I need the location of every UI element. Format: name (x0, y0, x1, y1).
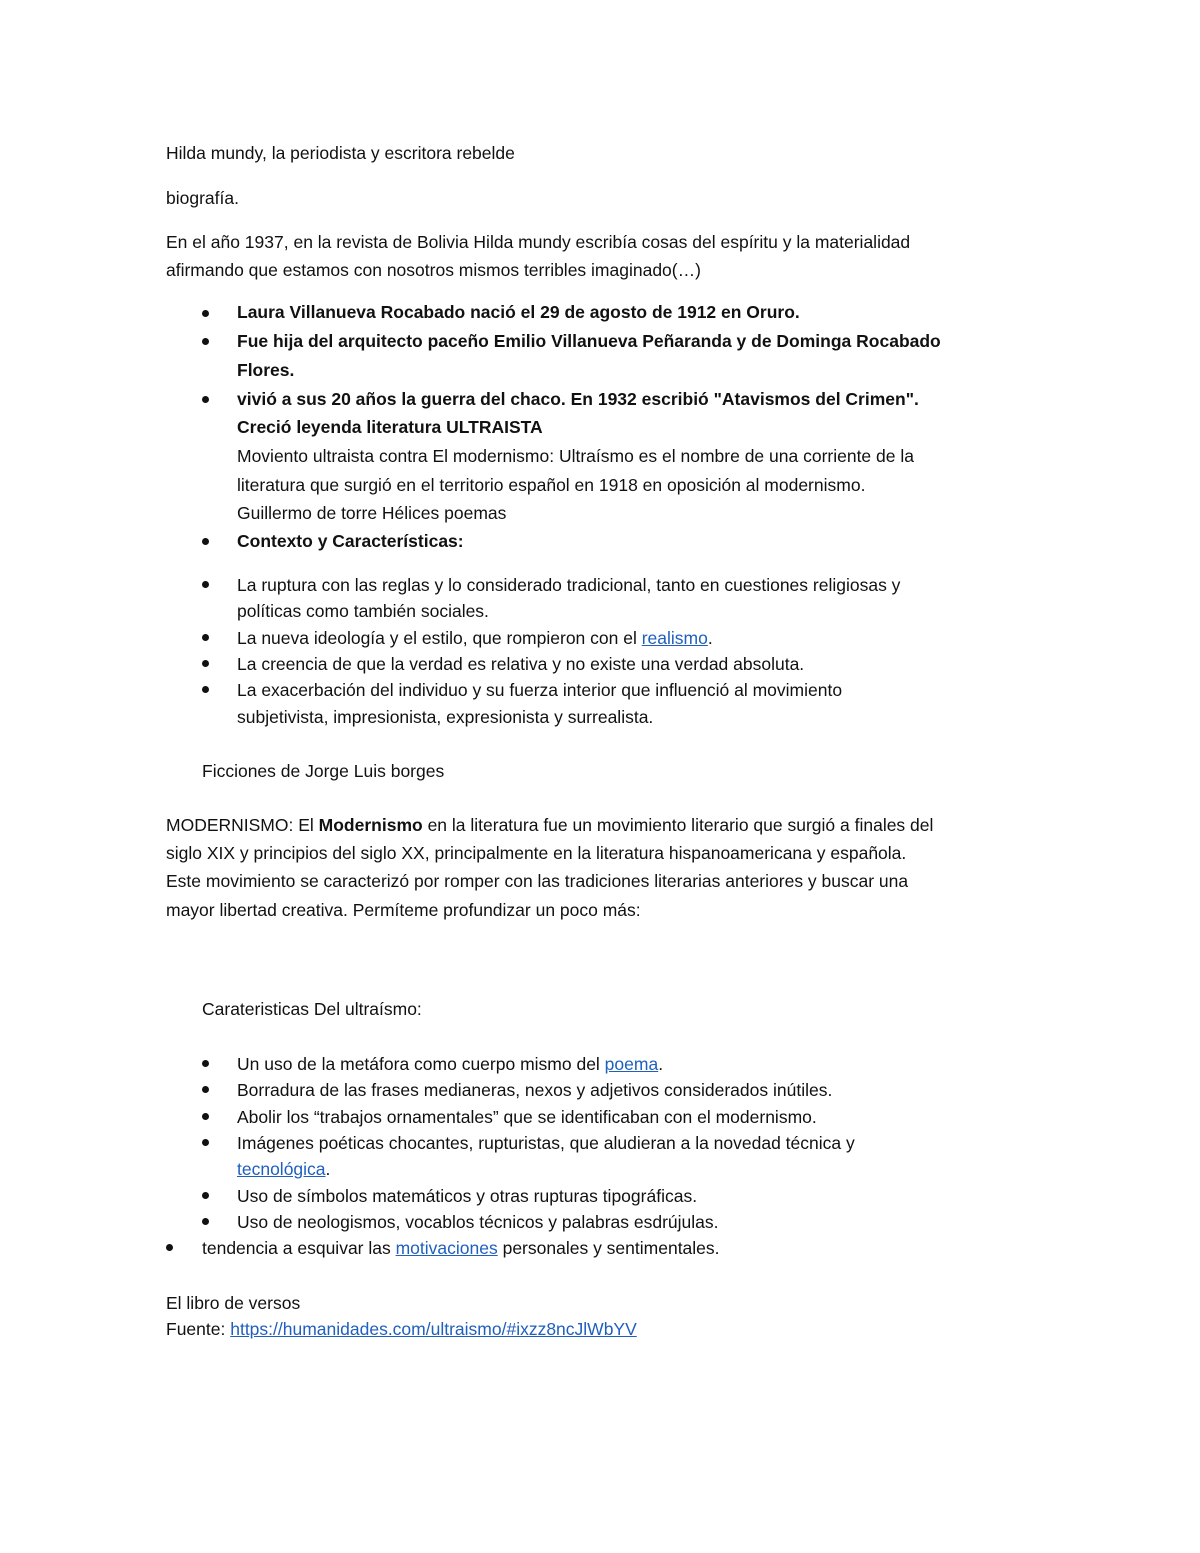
tecnologica-link[interactable]: tecnológica (237, 1159, 326, 1179)
ultraismo-item-7-end: personales y sentimentales. (497, 1238, 720, 1258)
ultraismo-item-4-end: . (325, 1159, 331, 1179)
fact-note-line-1: Moviento ultraista contra El modernismo: Ultraísmo es el nombre de una corriente de la (237, 446, 914, 466)
fact-note-line-2: literatura que surgió en el territorio español en 1918 en oposición al modernismo. (237, 475, 866, 495)
ultraismo-item-1-end: . (658, 1054, 664, 1074)
bullet-icon (202, 396, 209, 403)
bullet-icon (202, 1218, 209, 1225)
context-item-2-end: . (707, 628, 713, 648)
ficciones-line: Ficciones de Jorge Luis borges (202, 761, 445, 781)
bullet-icon (202, 660, 209, 667)
libro-line: El libro de versos (166, 1293, 301, 1313)
ultraismo-item-4-line-1: Imágenes poéticas chocantes, rupturistas, que aludieran a la novedad técnica y (237, 1133, 855, 1153)
ultraismo-item-2: Borradura de las frases medianeras, nexos y adjetivos considerados inútiles. (237, 1080, 833, 1100)
bullet-icon (202, 310, 209, 317)
source-url-link[interactable]: https://humanidades.com/ultraismo/#ixzz8ncJlWbYV (230, 1319, 637, 1339)
modernismo-line-3: Este movimiento se caracterizó por romper con las tradiciones literarias anteriores y buscar una (166, 871, 909, 891)
fact-item-4: Contexto y Características: (237, 531, 464, 551)
fact-item-2-line-1: Fue hija del arquitecto paceño Emilio Villanueva Peñaranda y de Dominga Rocabado (237, 331, 941, 351)
fact-item-3-line-2: Creció leyenda literatura ULTRAISTA (237, 417, 543, 437)
bullet-icon (202, 338, 209, 345)
bullet-icon (202, 1086, 209, 1093)
context-item-2 (237, 630, 713, 648)
motivaciones-link[interactable]: motivaciones (395, 1238, 498, 1258)
bullet-icon (202, 581, 209, 588)
bullet-icon (202, 686, 209, 693)
bullet-icon (166, 1244, 173, 1251)
context-item-1-line-1: La ruptura con las reglas y lo considerado tradicional, tanto en cuestiones religiosas y (237, 575, 901, 595)
modernismo-line-2: siglo XIX y principios del siglo XX, principalmente en la literatura hispanoamericana y española. (166, 843, 907, 863)
modernismo-line-1-rest: en la literatura fue un movimiento literario que surgió a finales del (422, 815, 934, 835)
intro-line-1: En el año 1937, en la revista de Bolivia Hilda mundy escribía cosas del espíritu y la materialidad (166, 232, 911, 252)
context-item-3: La creencia de que la verdad es relativa y no existe una verdad absoluta. (237, 654, 805, 674)
bullet-icon (202, 1139, 209, 1146)
bullet-icon (202, 1192, 209, 1199)
ultraismo-heading: Carateristicas Del ultraísmo: (202, 999, 422, 1019)
intro-line-2: afirmando que estamos con nosotros mismos terribles imaginado(…) (166, 260, 701, 280)
bullet-icon (202, 1060, 209, 1067)
fact-item-2-line-2: Flores. (237, 360, 295, 380)
realismo-link[interactable]: realismo (641, 628, 708, 648)
ultraismo-item-4-line-2 (237, 1161, 330, 1179)
poema-link[interactable]: poema (604, 1054, 659, 1074)
ultraismo-item-7-text: tendencia a esquivar las (202, 1238, 396, 1258)
ultraismo-item-7 (202, 1240, 720, 1258)
fact-item-3-line-1: vivió a sus 20 años la guerra del chaco. En 1932 escribió "Atavismos del Crimen". (237, 389, 919, 409)
context-item-1-line-2: políticas como también sociales. (237, 601, 489, 621)
ultraismo-item-1 (237, 1056, 663, 1074)
bio-heading: biografía. (166, 188, 239, 208)
modernismo-bold: Modernismo (318, 815, 423, 835)
bullet-icon (202, 538, 209, 545)
document-title: Hilda mundy, la periodista y escritora rebelde (166, 143, 515, 163)
ultraismo-item-5: Uso de símbolos matemáticos y otras rupturas tipográficas. (237, 1186, 698, 1206)
fact-note-line-3: Guillermo de torre Hélices poemas (237, 503, 507, 523)
fact-item-1: Laura Villanueva Rocabado nació el 29 de agosto de 1912 en Oruro. (237, 302, 800, 322)
modernismo-label: MODERNISMO: El (166, 815, 319, 835)
bullet-icon (202, 634, 209, 641)
context-item-4-line-1: La exacerbación del individuo y su fuerza interior que influenció al movimiento (237, 680, 843, 700)
ultraismo-item-3: Abolir los “trabajos ornamentales” que se identificaban con el modernismo. (237, 1107, 817, 1127)
context-item-4-line-2: subjetivista, impresionista, expresionista y surrealista. (237, 707, 654, 727)
ultraismo-item-6: Uso de neologismos, vocablos técnicos y palabras esdrújulas. (237, 1212, 719, 1232)
modernismo-line-1 (166, 817, 933, 835)
ultraismo-item-1-text: Un uso de la metáfora como cuerpo mismo del (237, 1054, 605, 1074)
modernismo-line-4: mayor libertad creativa. Permíteme profundizar un poco más: (166, 900, 641, 920)
bullet-icon (202, 1113, 209, 1120)
source-line (166, 1321, 637, 1339)
context-item-2-text: La nueva ideología y el estilo, que rompieron con el (237, 628, 642, 648)
source-label: Fuente: (166, 1319, 231, 1339)
